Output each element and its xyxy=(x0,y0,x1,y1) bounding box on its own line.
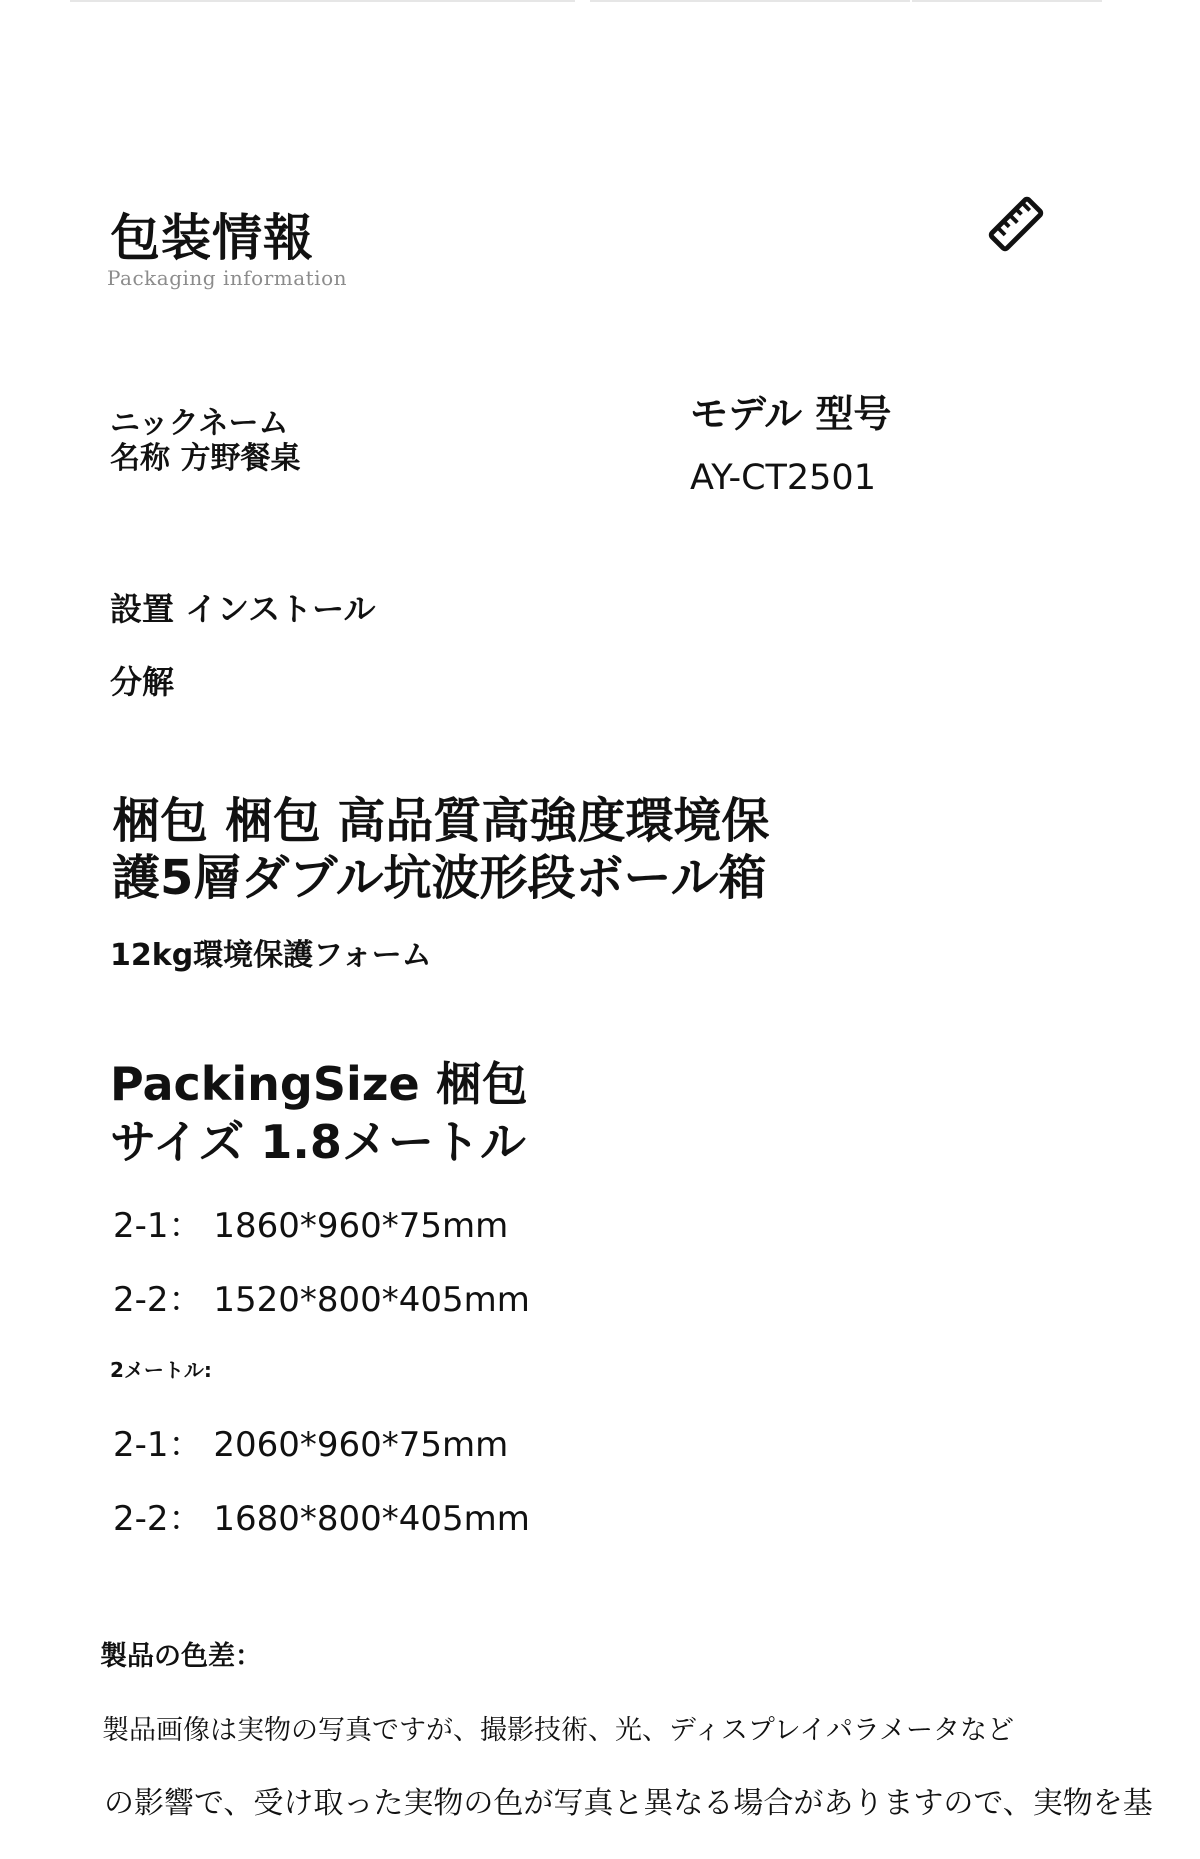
packing-description xyxy=(112,793,769,907)
install-label: 設置 インストール xyxy=(110,590,376,628)
disassembly-label: 分解 xyxy=(110,663,175,701)
color-note-line: の影響で、受け取った実物の色が写真と異なる場合がありますので、実物を基 xyxy=(104,1786,1153,1821)
color-note-heading: 製品の色差： xyxy=(100,1641,262,1672)
size-row xyxy=(113,1417,508,1466)
nickname-label: ニックネーム xyxy=(110,406,289,441)
foam-label: 12kg環境保護フォーム xyxy=(110,938,432,973)
section-subtitle: Packaging information xyxy=(107,266,347,290)
size-row-label: 2-2： xyxy=(113,1280,203,1320)
size-row-value: 2060*960*75mm xyxy=(213,1425,509,1465)
nickname-block xyxy=(110,406,300,476)
section-title: 包装情報 xyxy=(110,209,314,267)
color-note-line: 製品画像は実物の写真ですが、撮影技術、光、ディスプレイパラメータなど xyxy=(102,1715,1015,1746)
top-divider-middle xyxy=(590,0,910,2)
packing-size-line-1: PackingSize 梱包 xyxy=(110,1057,528,1111)
packing-size-title xyxy=(110,1055,528,1171)
model-value: AY-CT2501 xyxy=(690,458,876,498)
size-row xyxy=(113,1272,530,1321)
top-divider-right xyxy=(912,0,1102,2)
size-row-value: 1520*800*405mm xyxy=(213,1280,530,1320)
size-row-value: 1860*960*75mm xyxy=(213,1206,509,1246)
size-row-label: 2-1： xyxy=(113,1425,203,1465)
size-row xyxy=(113,1198,508,1247)
size-row-value: 1680*800*405mm xyxy=(213,1499,530,1539)
size-row-label: 2-1： xyxy=(113,1206,203,1246)
size-heading-2m: 2メートル: xyxy=(110,1358,212,1382)
product-name: 名称 方野餐桌 xyxy=(110,441,301,476)
packing-line-1: 梱包 梱包 高品質高強度環境保 xyxy=(112,793,770,849)
top-divider-left xyxy=(70,0,575,2)
size-row-label: 2-2： xyxy=(113,1499,203,1539)
ruler-icon xyxy=(987,195,1045,253)
packing-line-2: 護5層ダブル坑波形段ボール箱 xyxy=(112,850,767,906)
size-row xyxy=(113,1491,530,1540)
packing-size-line-2: サイズ 1.8メートル xyxy=(110,1115,526,1169)
model-label: モデル 型号 xyxy=(690,392,892,436)
